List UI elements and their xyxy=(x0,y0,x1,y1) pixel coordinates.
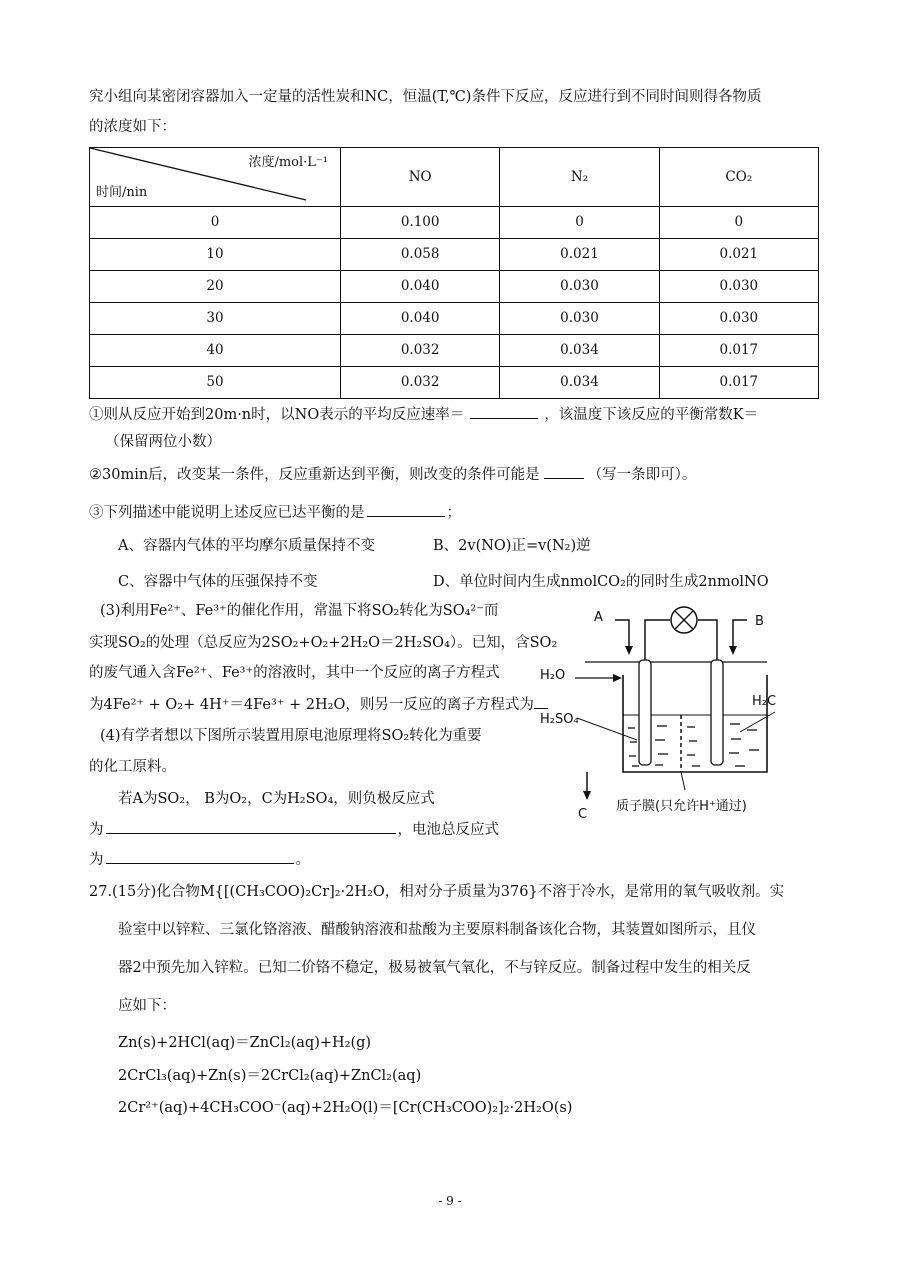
table-row xyxy=(90,302,819,334)
question-2 xyxy=(89,464,696,485)
question-1-note: （保留两位小数） xyxy=(105,434,221,450)
option-a: A、容器内气体的平均摩尔质量保持不变 xyxy=(118,538,375,554)
cell-co2: 0.021 xyxy=(659,238,818,270)
answer-blank-total-reaction[interactable] xyxy=(106,849,294,864)
cell-no: 0.032 xyxy=(341,334,500,366)
cell-n2: 0.034 xyxy=(500,334,659,366)
answer-blank-rate[interactable] xyxy=(470,404,538,419)
question-27-line-2: 验室中以锌粒、三氯化铬溶液、醋酸钠溶液和盐酸为主要原料制备该化合物，其装置如图所示，且仪 xyxy=(118,922,756,938)
negative-electrode xyxy=(639,660,651,765)
part-3-line-4 xyxy=(89,694,548,715)
part-4-line-5 xyxy=(89,849,310,870)
equation-3: 2Cr²⁺(aq)+4CH₃COO⁻(aq)+2H₂O(l)＝[Cr(CH₃COO)₂]₂·2H₂O(s) xyxy=(118,1100,573,1116)
cell-time: 20 xyxy=(90,270,341,302)
cell-no: 0.032 xyxy=(341,366,500,398)
cell-n2: 0.030 xyxy=(500,302,659,334)
part-4-total-reaction-text: ，电池总反应式 xyxy=(397,822,499,838)
question-27-line-1: 27.(15分)化合物M{[(CH₃COO)₂Cr]₂·2H₂O，相对分子质量为376}不溶于冷水，是常用的氧气吸收剂。实 xyxy=(89,884,785,900)
cell-co2: 0.017 xyxy=(659,366,818,398)
intro-line-1: 究小组向某密闭容器加入一定量的活性炭和NC，恒温(T,℃)条件下反应，反应进行到不同时间则得各物质 xyxy=(89,89,762,105)
answer-blank-equilibrium[interactable] xyxy=(367,502,445,517)
part-4-prefix-negative: 为 xyxy=(89,822,104,838)
option-d: D、单位时间内生成nmolCO₂的同时生成2nmolNO xyxy=(433,574,769,590)
equation-2: 2CrCl₃(aq)+Zn(s)＝2CrCl₂(aq)+ZnCl₂(aq) xyxy=(118,1068,422,1084)
label-b: B xyxy=(755,614,764,629)
column-header-co2: CO₂ xyxy=(659,148,818,207)
cell-n2: 0.030 xyxy=(500,270,659,302)
table-row xyxy=(90,206,819,238)
option-b: B、2v(NO)正=v(N₂)逆 xyxy=(433,538,591,554)
label-water-inlet: H₂O xyxy=(540,668,566,683)
answer-blank-condition[interactable] xyxy=(544,464,584,479)
question-3-text-b: ； xyxy=(446,505,461,521)
inlet-b-arrow xyxy=(733,620,747,650)
part-4-line-2: 的化工原料。 xyxy=(89,759,176,775)
part-3-line-2: 实现SO₂的处理（总反应为2SO₂+O₂+2H₂O＝2H₂SO₄）。已知，含SO₂ xyxy=(89,635,558,651)
page-number: - 9 - xyxy=(438,1194,462,1208)
cell-n2: 0 xyxy=(500,206,659,238)
column-header-no: NO xyxy=(341,148,500,207)
table-row xyxy=(90,238,819,270)
label-water-right: H₂C xyxy=(752,694,777,709)
question-27-line-4: 应如下： xyxy=(118,998,176,1014)
cell-no: 0.058 xyxy=(341,238,500,270)
question-3-text-a: ③下列描述中能说明上述反应已达平衡的是 xyxy=(89,505,365,521)
cell-time: 40 xyxy=(90,334,341,366)
cell-n2: 0.021 xyxy=(500,238,659,270)
label-a: A xyxy=(594,610,603,625)
label-c: C xyxy=(578,807,588,822)
cell-no: 0.040 xyxy=(341,270,500,302)
cell-time: 30 xyxy=(90,302,341,334)
answer-blank-negative-electrode[interactable] xyxy=(106,819,396,834)
table-row xyxy=(90,366,819,398)
part-4-line-1: (4)有学者想以下图所示装置用原电池原理将SO₂转化为重要 xyxy=(100,728,482,744)
question-3 xyxy=(89,502,461,523)
intro-line-2: 的浓度如下： xyxy=(89,119,176,135)
question-1-text-a: ①则从反应开始到20m·n时，以NO表示的平均反应速率＝ xyxy=(89,407,465,423)
question-2-text-a: ②30min后，改变某一条件，反应重新达到平衡，则改变的条件可能是 xyxy=(89,467,540,483)
part-3-line-1: (3)利用Fe²⁺、Fe³⁺的催化作用，常温下将SO₂转化为SO₄²⁻而 xyxy=(100,603,499,619)
question-2-text-b: （写一条即可）。 xyxy=(587,467,697,483)
column-header-n2: N₂ xyxy=(500,148,659,207)
option-c: C、容器中气体的压强保持不变 xyxy=(118,574,318,590)
inlet-a-arrow xyxy=(615,620,629,650)
cell-no: 0.040 xyxy=(341,302,500,334)
part-4-prefix-total: 为 xyxy=(89,852,104,868)
cell-co2: 0.030 xyxy=(659,302,818,334)
concentration-table xyxy=(89,147,819,399)
cell-co2: 0.017 xyxy=(659,334,818,366)
question-1-text-b: ，该温度下该反应的平衡常数K＝ xyxy=(544,407,759,423)
part-4-line-3: 若A为SO₂， B为O₂，C为H₂SO₄，则负极反应式 xyxy=(118,791,435,807)
positive-electrode xyxy=(711,660,723,765)
membrane-caption: 质子膜(只允许H⁺通过) xyxy=(616,799,747,814)
part-3-line-3: 的废气通入含Fe²⁺、Fe³⁺的溶液时，其中一个反应的离子方程式 xyxy=(89,665,500,681)
question-1 xyxy=(89,404,758,425)
cell-co2: 0.030 xyxy=(659,270,818,302)
equation-1: Zn(s)+2HCl(aq)＝ZnCl₂(aq)+H₂(g) xyxy=(118,1035,372,1051)
diagonal-header-cell xyxy=(90,148,341,207)
part-3-equation-text: 为4Fe²⁺ + O₂+ 4H⁺＝4Fe³⁺ + 2H₂O，则另一反应的离子方程式为 xyxy=(89,697,534,713)
part-4-line-4 xyxy=(89,819,499,840)
cell-no: 0.100 xyxy=(341,206,500,238)
cell-time: 0 xyxy=(90,206,341,238)
header-time-unit: 时间/nin xyxy=(96,184,148,200)
label-sulfuric-acid: H₂SO₄ xyxy=(540,712,579,727)
cell-time: 10 xyxy=(90,238,341,270)
cell-time: 50 xyxy=(90,366,341,398)
question-27-line-3: 器2中预先加入锌粒。已知二价铬不稳定，极易被氧气氧化，不与锌反应。制备过程中发生的相关反 xyxy=(118,960,751,976)
header-concentration-unit: 浓度/mol·L⁻¹ xyxy=(248,155,328,170)
cell-co2: 0 xyxy=(659,206,818,238)
part-4-end: 。 xyxy=(295,852,310,868)
table-row xyxy=(90,334,819,366)
cell-n2: 0.034 xyxy=(500,366,659,398)
table-row xyxy=(90,270,819,302)
